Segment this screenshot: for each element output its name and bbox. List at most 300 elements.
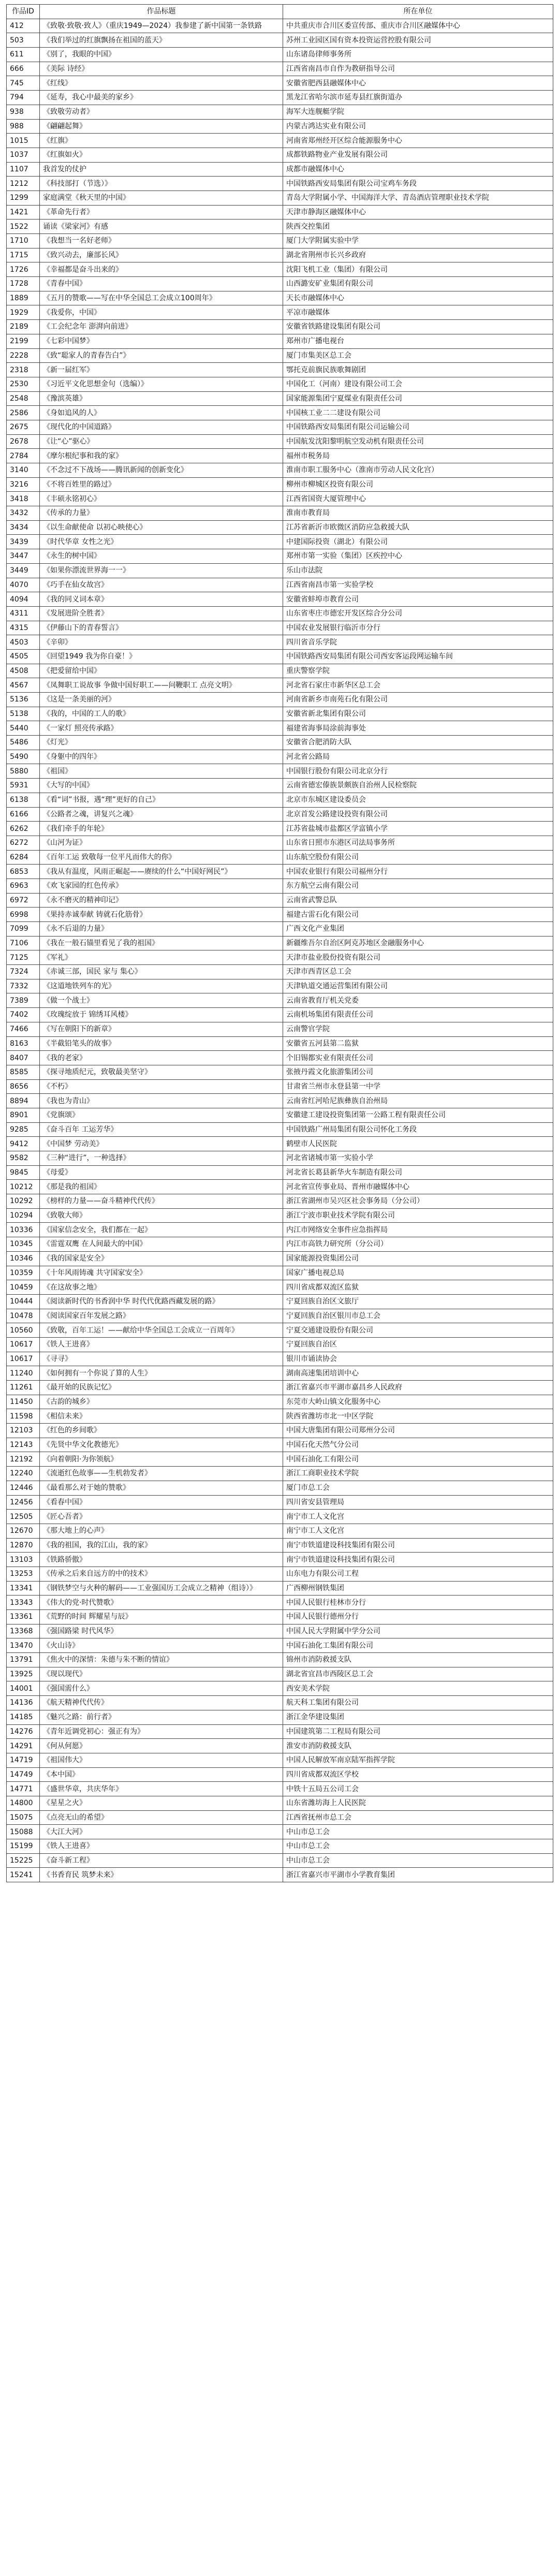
cell-work-unit: 云南警官学院 <box>283 1022 553 1036</box>
table-row <box>7 1510 553 1524</box>
cell-work-unit: 锦州市消防救援支队 <box>283 1653 553 1667</box>
cell-work-id: 1710 <box>7 234 40 248</box>
cell-work-id: 412 <box>7 19 40 33</box>
table-row <box>7 1381 553 1395</box>
cell-work-id: 10346 <box>7 1251 40 1266</box>
cell-work-title: 《那大地上的心声》 <box>40 1524 283 1538</box>
cell-work-id: 1299 <box>7 191 40 205</box>
cell-work-title: 《党旗颂》 <box>40 1108 283 1122</box>
cell-work-title: 《阅读国家百年发展之路》 <box>40 1309 283 1323</box>
cell-work-title: 《五月的赞歌——写在中华全国总工会成立100周年》 <box>40 291 283 305</box>
cell-work-unit: 中国铁路西安局集团有限公司西安客运段网运输车间 <box>283 649 553 664</box>
cell-work-title: 《摩尔根纪事和我的家》 <box>40 449 283 463</box>
cell-work-title: 《榜样的力量——奋斗精神代代传》 <box>40 1194 283 1209</box>
cell-work-title: 《凤舞职工说故事 争做中国好职工——问鞭职工 点亮文明》 <box>40 678 283 693</box>
table-row <box>7 1395 553 1409</box>
cell-work-unit: 江苏省盐城市盐都区学富镇小学 <box>283 822 553 836</box>
table-row <box>7 148 553 162</box>
table-header <box>7 5 553 19</box>
cell-work-title: 《我爱你，中国》 <box>40 305 283 320</box>
cell-work-title: 《传承的力量》 <box>40 506 283 521</box>
cell-work-id: 3140 <box>7 463 40 478</box>
cell-work-id: 4311 <box>7 606 40 621</box>
cell-work-title: 《古韵的城乡》 <box>40 1395 283 1409</box>
cell-work-title: 《本中国》 <box>40 1767 283 1782</box>
cell-work-unit: 福州市税务局 <box>283 449 553 463</box>
cell-work-id: 10294 <box>7 1208 40 1223</box>
table-row <box>7 865 553 879</box>
cell-work-id: 3216 <box>7 477 40 492</box>
cell-work-id: 5138 <box>7 707 40 721</box>
cell-work-unit: 平凉市融媒体 <box>283 305 553 320</box>
cell-work-id: 14749 <box>7 1767 40 1782</box>
table-row <box>7 348 553 363</box>
cell-work-title: 《奋斗百年 工运芳华》 <box>40 1122 283 1137</box>
cell-work-id: 14001 <box>7 1681 40 1696</box>
cell-work-title: 《祖国伟大》 <box>40 1753 283 1767</box>
cell-work-title: 《看“词”书报，遇“理”更好的自己》 <box>40 793 283 807</box>
cell-work-title: 《辛卯》 <box>40 635 283 650</box>
cell-work-unit: 国家能源集团宁夏煤业有限责任公司 <box>283 391 553 406</box>
cell-work-unit: 山东省潍坊海上人民医院 <box>283 1796 553 1810</box>
cell-work-title: 家庭满堂《秋天里的中国》 <box>40 191 283 205</box>
cell-work-unit: 山东诸岛律师事务所 <box>283 48 553 62</box>
cell-work-title: 《先贤中华文化教德光》 <box>40 1438 283 1452</box>
cell-work-unit: 中国铁路西安局集团有限公司运输公司 <box>283 420 553 434</box>
cell-work-id: 3449 <box>7 563 40 578</box>
cell-work-id: 794 <box>7 91 40 105</box>
cell-work-unit: 东莞市大岭山镇文化服务中心 <box>283 1395 553 1409</box>
cell-work-unit: 中国铁路西安局集团有限公司宝鸡车务段 <box>283 177 553 191</box>
cell-work-id: 1421 <box>7 205 40 219</box>
table-row <box>7 1567 553 1581</box>
cell-work-unit: 南宁市铁道建设科技集团有限公司 <box>283 1538 553 1553</box>
cell-work-unit: 四川省音乐学院 <box>283 635 553 650</box>
table-row <box>7 1094 553 1108</box>
table-row <box>7 1853 553 1868</box>
cell-work-unit: 中国石油化工集团有限公司 <box>283 1638 553 1653</box>
cell-work-unit: 宁夏回族自治区文旅厅 <box>283 1294 553 1309</box>
cell-work-title: 《致敬大师》 <box>40 1208 283 1223</box>
cell-work-unit: 北京市东城区建设委员会 <box>283 793 553 807</box>
cell-work-unit: 苏州工业园区国有资本投资运营控股有限公司 <box>283 33 553 48</box>
table-row <box>7 477 553 492</box>
cell-work-title: 《永不后退的力量》 <box>40 922 283 936</box>
cell-work-id: 666 <box>7 62 40 76</box>
cell-work-title: 《国家信念安全，我们都在一起》 <box>40 1223 283 1237</box>
cell-work-unit: 鄂托克前旗民族歌舞剧团 <box>283 363 553 377</box>
cell-work-title: 《百年工运 致敬每一位平凡而伟大的你》 <box>40 850 283 865</box>
cell-work-unit: 淮安市消防救援支队 <box>283 1739 553 1753</box>
cell-work-title: 《习近平文化思想金句（选编）》 <box>40 377 283 391</box>
cell-work-title: 《向着朝阳·为你领航》 <box>40 1452 283 1467</box>
cell-work-unit: 安徽省铁路建设集团有限公司 <box>283 320 553 334</box>
cell-work-title: 《新一届红军》 <box>40 363 283 377</box>
cell-work-unit: 郑州市第一实验（集团）区疾控中心 <box>283 549 553 564</box>
header-work-unit: 所在单位 <box>283 5 553 19</box>
cell-work-id: 12670 <box>7 1524 40 1538</box>
cell-work-unit: 江西省南昌市自作为教研指导公司 <box>283 62 553 76</box>
table-row <box>7 1051 553 1065</box>
cell-work-id: 14719 <box>7 1753 40 1767</box>
table-row <box>7 1810 553 1825</box>
cell-work-title: 《做一个战士》 <box>40 993 283 1008</box>
cell-work-unit: 航天科工集团有限公司 <box>283 1696 553 1710</box>
cell-work-id: 5486 <box>7 736 40 750</box>
table-row <box>7 1409 553 1424</box>
cell-work-id: 11261 <box>7 1381 40 1395</box>
cell-work-id: 15088 <box>7 1825 40 1839</box>
cell-work-id: 2189 <box>7 320 40 334</box>
table-row <box>7 76 553 91</box>
cell-work-id: 2199 <box>7 334 40 348</box>
table-row <box>7 1739 553 1753</box>
cell-work-unit: 中国大唐集团有限公司郑州分公司 <box>283 1424 553 1438</box>
cell-work-unit: 安徽省肥西县融媒体中心 <box>283 76 553 91</box>
cell-work-title: 《星星之火》 <box>40 1796 283 1810</box>
cell-work-title: 《回望1949 我为你自豪！》 <box>40 649 283 664</box>
cell-work-id: 10617 <box>7 1352 40 1366</box>
table-row <box>7 1424 553 1438</box>
cell-work-id: 6262 <box>7 822 40 836</box>
cell-work-unit: 中国人民大学附属中学分公司 <box>283 1624 553 1638</box>
table-row <box>7 908 553 922</box>
cell-work-unit: 中国人民银行桂林市分行 <box>283 1596 553 1610</box>
cell-work-id: 10345 <box>7 1237 40 1252</box>
cell-work-title: 《美际 诗经》 <box>40 62 283 76</box>
cell-work-title: 《赤诚三部，国民 家与 集心》 <box>40 965 283 979</box>
table-row <box>7 1767 553 1782</box>
cell-work-title: 《最看那么对于她的赞歌》 <box>40 1481 283 1495</box>
table-row <box>7 105 553 119</box>
cell-work-title: 《阅读新时代的书香润中华 时代代优路西藏发展的路》 <box>40 1294 283 1309</box>
table-row <box>7 578 553 592</box>
cell-work-id: 3418 <box>7 492 40 506</box>
cell-work-title: 《我从有温度，风雨正崛起——赓续的什么“中国好网民”》 <box>40 865 283 879</box>
cell-work-id: 1889 <box>7 291 40 305</box>
cell-work-unit: 山东省枣庄市德宏开发区综合分公司 <box>283 606 553 621</box>
cell-work-id: 11240 <box>7 1366 40 1381</box>
table-row <box>7 879 553 893</box>
cell-work-unit: 甘肃省兰州市永登县第一中学 <box>283 1079 553 1094</box>
cell-work-unit: 陕西省潍坊市北一中区学院 <box>283 1409 553 1424</box>
cell-work-id: 15225 <box>7 1853 40 1868</box>
cell-work-unit: 安徽省五河县第二监狱 <box>283 1036 553 1051</box>
cell-work-title: 《书香育民 筑梦未来》 <box>40 1868 283 1882</box>
cell-work-unit: 鹤壁市人民医院 <box>283 1137 553 1151</box>
cell-work-unit: 云南省武警总队 <box>283 893 553 908</box>
cell-work-id: 10292 <box>7 1194 40 1209</box>
cell-work-id: 6284 <box>7 850 40 865</box>
cell-work-id: 8656 <box>7 1079 40 1094</box>
table-row <box>7 1237 553 1252</box>
cell-work-unit: 中国航发沈阳黎明航空发动机有限责任公司 <box>283 434 553 449</box>
table-row <box>7 592 553 607</box>
cell-work-title: 《致敬·致敬·致人》（重庆1949—2024）我参建了新中国第一条铁路 <box>40 19 283 33</box>
cell-work-id: 2228 <box>7 348 40 363</box>
cell-work-id: 9412 <box>7 1137 40 1151</box>
cell-work-title: 《祖国》 <box>40 764 283 779</box>
table-row <box>7 850 553 865</box>
cell-work-title: 《让“心”驱心》 <box>40 434 283 449</box>
table-row <box>7 320 553 334</box>
cell-work-title: 《我在一般石锚里看见了我的祖国》 <box>40 936 283 950</box>
cell-work-unit: 厦门大学附属实验中学 <box>283 234 553 248</box>
cell-work-unit: 重庆警察学院 <box>283 664 553 678</box>
cell-work-id: 8163 <box>7 1036 40 1051</box>
cell-work-id: 3447 <box>7 549 40 564</box>
cell-work-title: 《别了，我眼的中国》 <box>40 48 283 62</box>
table-row <box>7 563 553 578</box>
table-row <box>7 1151 553 1166</box>
cell-work-unit: 四川省安县管理局 <box>283 1495 553 1510</box>
cell-work-unit: 成都铁路物业产业发展有限公司 <box>283 148 553 162</box>
cell-work-id: 5880 <box>7 764 40 779</box>
table-row <box>7 134 553 148</box>
cell-work-id: 14291 <box>7 1739 40 1753</box>
cell-work-title: 《铁路骄傲》 <box>40 1553 283 1567</box>
table-row <box>7 1495 553 1510</box>
table-row <box>7 1553 553 1567</box>
cell-work-title: 《幸福都是奋斗出来的》 <box>40 262 283 277</box>
cell-work-title: 《我的老家》 <box>40 1051 283 1065</box>
cell-work-id: 4505 <box>7 649 40 664</box>
table-row <box>7 1438 553 1452</box>
table-row <box>7 234 553 248</box>
cell-work-id: 12240 <box>7 1467 40 1481</box>
cell-work-title: 《流逝红色故事——生机勃发者》 <box>40 1467 283 1481</box>
table-row <box>7 506 553 521</box>
cell-work-id: 4070 <box>7 578 40 592</box>
table-row <box>7 549 553 564</box>
cell-work-title: 《致“聪家人的青春告白”》 <box>40 348 283 363</box>
cell-work-id: 13343 <box>7 1596 40 1610</box>
cell-work-title: 《革命先行者》 <box>40 205 283 219</box>
cell-work-unit: 郑州市广播电视台 <box>283 334 553 348</box>
cell-work-unit: 广西柳州钢铁集团 <box>283 1581 553 1596</box>
cell-work-unit: 河南省郑州经开区综合能源服务中心 <box>283 134 553 148</box>
cell-work-unit: 淮南市教育局 <box>283 506 553 521</box>
table-row <box>7 936 553 950</box>
table-row <box>7 62 553 76</box>
cell-work-unit: 河北省石家庄市新华区总工会 <box>283 678 553 693</box>
cell-work-unit: 天津轨道交通运营集团有限公司 <box>283 979 553 993</box>
cell-work-unit: 青岛大学附属小学、中国海洋大学、青岛酒店管理职业技术学院 <box>283 191 553 205</box>
cell-work-unit: 天津市西青区总工会 <box>283 965 553 979</box>
table-row <box>7 621 553 635</box>
cell-work-id: 2675 <box>7 420 40 434</box>
cell-work-id: 8585 <box>7 1065 40 1079</box>
table-row <box>7 449 553 463</box>
cell-work-unit: 福建古雷石化有限公司 <box>283 908 553 922</box>
cell-work-id: 1715 <box>7 248 40 262</box>
cell-work-id: 4315 <box>7 621 40 635</box>
table-row <box>7 33 553 48</box>
table-row <box>7 463 553 478</box>
table-row <box>7 1223 553 1237</box>
cell-work-unit: 宁夏回族自治区银川市总工会 <box>283 1309 553 1323</box>
cell-work-title: 《我的祖国，我的江山，我的家》 <box>40 1538 283 1553</box>
cell-work-id: 10359 <box>7 1266 40 1280</box>
cell-work-unit: 云南省德宏傣族景颇族自治州人民检察院 <box>283 779 553 793</box>
table-row <box>7 363 553 377</box>
cell-work-unit: 湖北省荆州市长兴乡政府 <box>283 248 553 262</box>
cell-work-title: 《中国梦 劳动美》 <box>40 1137 283 1151</box>
cell-work-title: 《匠心吾者》 <box>40 1510 283 1524</box>
table-row <box>7 1868 553 1882</box>
table-row <box>7 664 553 678</box>
cell-work-unit: 国家广播电视总局 <box>283 1266 553 1280</box>
cell-work-title: 《现代化的中国道路》 <box>40 420 283 434</box>
cell-work-unit: 内江市网络安全事件应急指挥局 <box>283 1223 553 1237</box>
cell-work-title: 诵读《梁家河》有感 <box>40 219 283 234</box>
cell-work-id: 12103 <box>7 1424 40 1438</box>
cell-work-title: 《致敬劳动者》 <box>40 105 283 119</box>
cell-work-id: 13791 <box>7 1653 40 1667</box>
cell-work-id: 1522 <box>7 219 40 234</box>
cell-work-unit: 江西省国资大厦管理中心 <box>283 492 553 506</box>
table-row <box>7 205 553 219</box>
cell-work-title: 《这是一条美丽的河》 <box>40 693 283 707</box>
cell-work-title: 《不将百姓里的路过》 <box>40 477 283 492</box>
cell-work-id: 3432 <box>7 506 40 521</box>
cell-work-unit: 天津市静海区融媒体中心 <box>283 205 553 219</box>
cell-work-title: 《身躯中的四年》 <box>40 750 283 764</box>
cell-work-id: 2678 <box>7 434 40 449</box>
table-row <box>7 979 553 993</box>
table-row <box>7 177 553 191</box>
table-row <box>7 248 553 262</box>
cell-work-id: 9845 <box>7 1165 40 1180</box>
cell-work-id: 12870 <box>7 1538 40 1553</box>
cell-work-unit: 山东航空股份有限公司 <box>283 850 553 865</box>
cell-work-id: 988 <box>7 119 40 134</box>
cell-work-id: 1037 <box>7 148 40 162</box>
table-row <box>7 1108 553 1122</box>
cell-work-id: 13253 <box>7 1567 40 1581</box>
cell-work-unit: 内江市高铁力研究所（分公司） <box>283 1237 553 1252</box>
cell-work-unit: 安徽建工建设投资集团第一公路工程有限责任公司 <box>283 1108 553 1122</box>
cell-work-title: 《现以现代》 <box>40 1667 283 1681</box>
cell-work-id: 10617 <box>7 1337 40 1352</box>
table-row <box>7 1194 553 1209</box>
cell-work-title: 《奋斗新工程》 <box>40 1853 283 1868</box>
cell-work-id: 2548 <box>7 391 40 406</box>
cell-work-title: 《不朽》 <box>40 1079 283 1094</box>
cell-work-title: 《我们举过的红旗飘扬在祖国的蓝天》 <box>40 33 283 48</box>
table-row <box>7 1667 553 1681</box>
cell-work-id: 10212 <box>7 1180 40 1194</box>
cell-work-id: 8407 <box>7 1051 40 1065</box>
cell-work-unit: 中国人民解放军南京陆军指挥学院 <box>283 1753 553 1767</box>
cell-work-id: 6963 <box>7 879 40 893</box>
cell-work-title: 《不念过不下战场——腾讯新闻的创新变化》 <box>40 463 283 478</box>
cell-work-id: 611 <box>7 48 40 62</box>
cell-work-title: 《我的同义词本章》 <box>40 592 283 607</box>
cell-work-unit: 山西潞安矿业集团有限公司 <box>283 277 553 291</box>
cell-work-unit: 中国人民银行德州分行 <box>283 1610 553 1624</box>
table-row <box>7 1165 553 1180</box>
cell-work-id: 15075 <box>7 1810 40 1825</box>
cell-work-title: 《七彩中国梦》 <box>40 334 283 348</box>
cell-work-title: 《荒野的时间 辉耀星与辰》 <box>40 1610 283 1624</box>
cell-work-unit: 中铁十五局五公司工会 <box>283 1782 553 1796</box>
table-row <box>7 1180 553 1194</box>
table-row <box>7 764 553 779</box>
header-work-title: 作品标题 <box>40 5 283 19</box>
cell-work-id: 10444 <box>7 1294 40 1309</box>
table-row <box>7 434 553 449</box>
cell-work-unit: 新疆维吾尔自治区阿克苏地区金融服务中心 <box>283 936 553 950</box>
cell-work-title: 《把爱留给中国》 <box>40 664 283 678</box>
table-row <box>7 19 553 33</box>
table-row <box>7 406 553 420</box>
table-row <box>7 1610 553 1624</box>
cell-work-id: 7466 <box>7 1022 40 1036</box>
cell-work-unit: 云南机场集团有限责任公司 <box>283 1008 553 1022</box>
table-row <box>7 1753 553 1767</box>
cell-work-id: 2530 <box>7 377 40 391</box>
cell-work-unit: 南宁市铁道建设科技集团有限公司 <box>283 1553 553 1567</box>
table-row <box>7 1036 553 1051</box>
cell-work-unit: 东方航空云南有限公司 <box>283 879 553 893</box>
cell-work-id: 6166 <box>7 807 40 822</box>
table-row <box>7 993 553 1008</box>
cell-work-unit: 中山市总工会 <box>283 1839 553 1854</box>
cell-work-title: 《三种“进行”，一种选择》 <box>40 1151 283 1166</box>
cell-work-title: 《点亮无山的希望》 <box>40 1810 283 1825</box>
cell-work-unit: 河北省公路局 <box>283 750 553 764</box>
table-row <box>7 1825 553 1839</box>
cell-work-title: 《强国需什么》 <box>40 1681 283 1696</box>
cell-work-unit: 江西省抚州市总工会 <box>283 1810 553 1825</box>
cell-work-id: 7125 <box>7 950 40 965</box>
cell-work-id: 14800 <box>7 1796 40 1810</box>
cell-work-id: 14136 <box>7 1696 40 1710</box>
cell-work-title: 《如何拥有一个你说了算的人生》 <box>40 1366 283 1381</box>
cell-work-title: 《母爱》 <box>40 1165 283 1180</box>
table-row <box>7 48 553 62</box>
cell-work-unit: 中国化工（河南）建设有限公司工会 <box>283 377 553 391</box>
cell-work-title: 《焦火中的深情：朱德与朱不断的情谊》 <box>40 1653 283 1667</box>
cell-work-id: 13361 <box>7 1610 40 1624</box>
table-row <box>7 922 553 936</box>
cell-work-id: 7332 <box>7 979 40 993</box>
document-page <box>6 4 553 1882</box>
table-body <box>7 19 553 1882</box>
cell-work-title: 《我的，中国的工人的歌》 <box>40 707 283 721</box>
cell-work-id: 8894 <box>7 1094 40 1108</box>
table-row <box>7 1137 553 1151</box>
cell-work-unit: 浙江省湖州市吴兴区社会事务局（分公司） <box>283 1194 553 1209</box>
cell-work-title: 《写在朝阳下的新章》 <box>40 1022 283 1036</box>
cell-work-id: 6972 <box>7 893 40 908</box>
cell-work-id: 938 <box>7 105 40 119</box>
cell-work-id: 12143 <box>7 1438 40 1452</box>
table-row <box>7 678 553 693</box>
cell-work-title: 《翩翩起舞》 <box>40 119 283 134</box>
cell-work-unit: 广西文化产业集团 <box>283 922 553 936</box>
cell-work-id: 10478 <box>7 1309 40 1323</box>
cell-work-title: 《最开始的民族记忆》 <box>40 1381 283 1395</box>
cell-work-title: 《火山诗》 <box>40 1638 283 1653</box>
table-row <box>7 736 553 750</box>
cell-work-id: 9285 <box>7 1122 40 1137</box>
table-row <box>7 1122 553 1137</box>
cell-work-id: 14185 <box>7 1710 40 1724</box>
cell-work-unit: 中山市总工会 <box>283 1853 553 1868</box>
cell-work-unit: 西安美术学院 <box>283 1681 553 1696</box>
